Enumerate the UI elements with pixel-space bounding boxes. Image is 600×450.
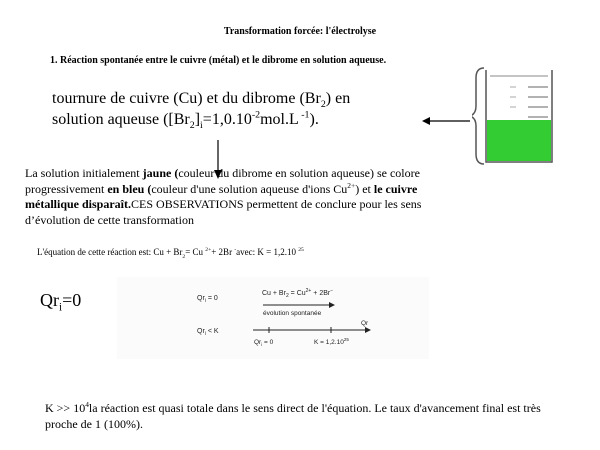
observations-paragraph: La solution initialement jaune (couleur du dibrome en solution aqueuse) se colore progressivement en bleu (couleur d'une solution aqueuse d'ions $Cu^{2+}$) et le cuivre métallique disparaît.CES OBSERVATIONS permettent de conclure pour les sens d’évolution de cette transformation (25, 166, 422, 227)
diagram-qri-zero: $Qr_i = 0$ (197, 295, 218, 304)
evolution-diagram (117, 277, 429, 359)
diagram-evolution-label: évolution spontanée (263, 310, 322, 317)
beaker-illustration (472, 62, 562, 172)
tick-k-value: $K = 1,2.10^{25}$ (314, 337, 349, 346)
diagram-qri-lt-k: $Qr_i < K$ (197, 328, 219, 337)
beaker-liquid (487, 120, 551, 161)
tick-qri-zero: $Qr_i = 0$ (254, 339, 274, 347)
section-heading: 1. Réaction spontanée entre le cuivre (métal) et le dibrome en solution aqueuse. (50, 55, 387, 66)
conclusion-paragraph: $K >> 10^4la$ réaction est quasi totale dans le sens direct de l'équation. Le taux d'avancement final est très proche de 1 (100%). (45, 400, 541, 431)
slide-title: Transformation forcée: l'électrolyse (223, 26, 377, 37)
arrow-to-beaker (420, 112, 472, 130)
reactants-description: tournure de cuivre (Cu) et du dibrome $(Br_2)$ en solution aqueuse ($[Br_2]_i=1,0.10^{-2}mol.L$ $^{-1}$). (52, 90, 351, 132)
qr-axis-label: Qr (361, 320, 369, 327)
initial-quotient: $Qr_i=0$ (40, 290, 82, 314)
reaction-equation: L'équation de cette réaction est: $Cu + Br_2= Cu$ $^{2+}$+ 2Br -avec: K = 1,2.10 $^{25}$ (37, 247, 304, 260)
diagram-reaction: $Cu + Br_2 = Cu^{2+} + 2Br^-$ (262, 288, 334, 299)
